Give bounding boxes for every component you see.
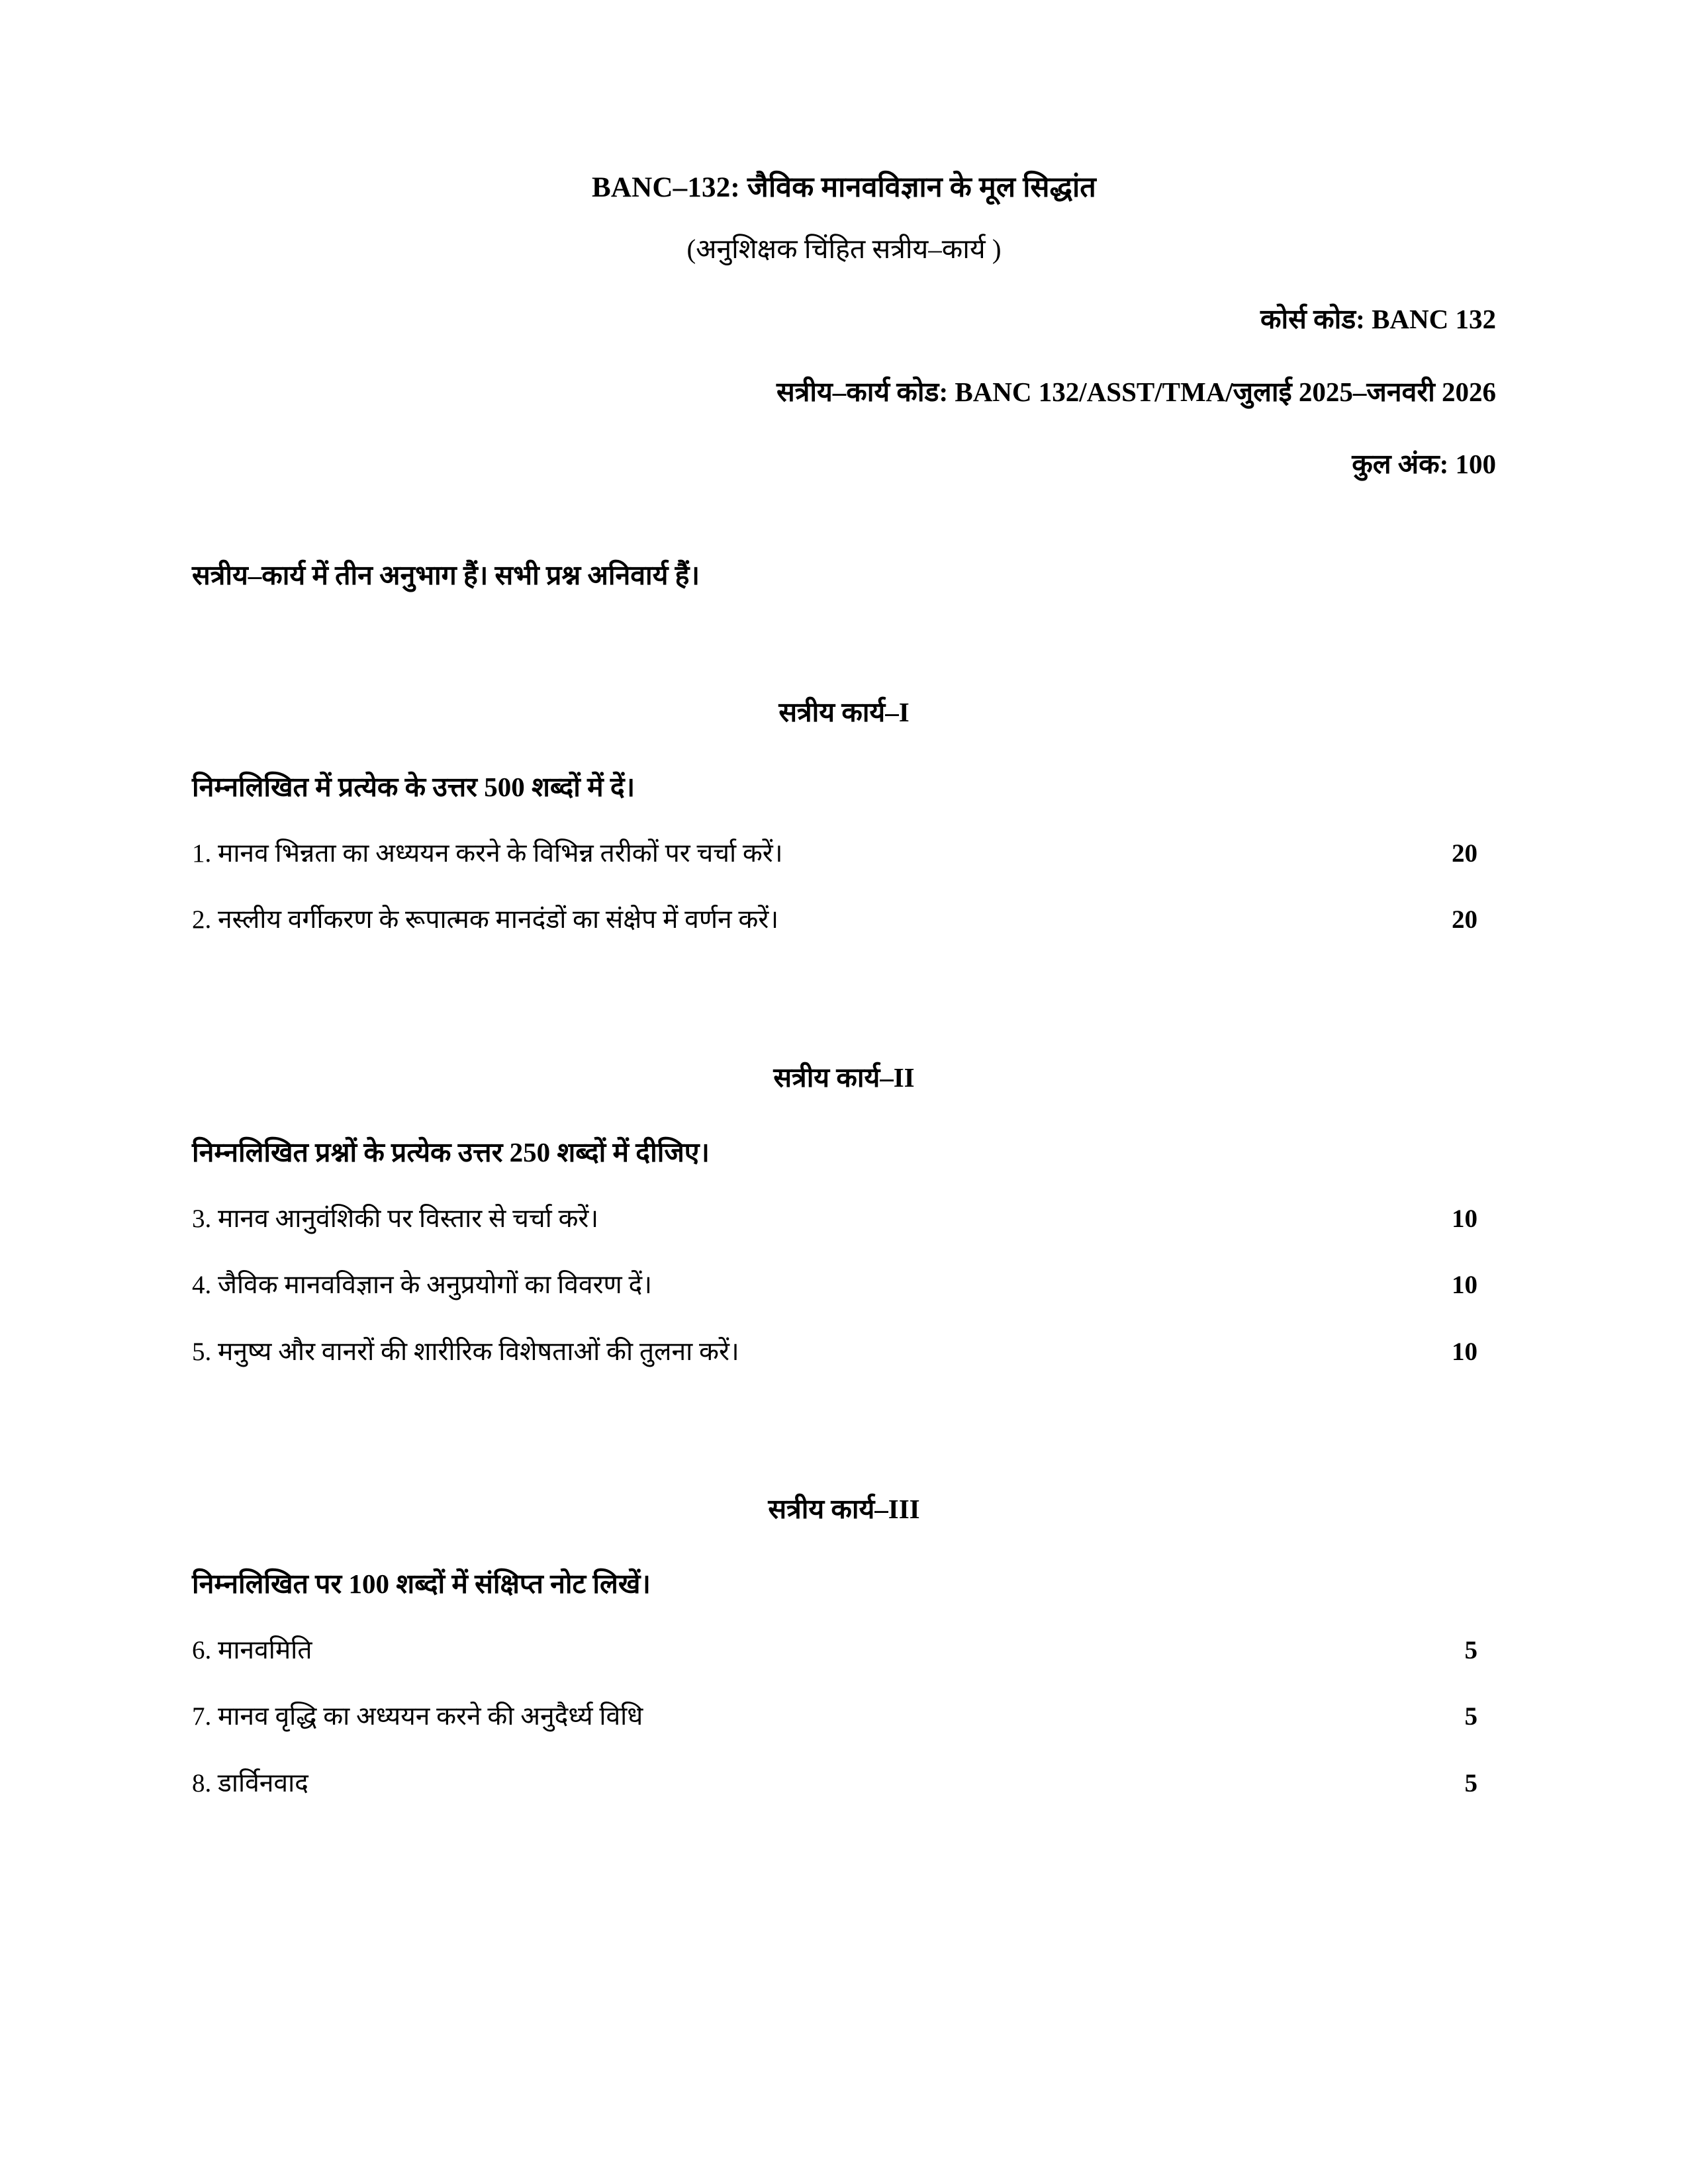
question-list-2	[192, 1200, 1496, 1372]
total-marks: कुल अंक: 100	[1352, 449, 1496, 480]
question-marks: 10	[1452, 1204, 1477, 1233]
question-marks: 5	[1464, 1635, 1477, 1664]
question-marks: 20	[1452, 839, 1477, 868]
general-instruction: सत्रीय–कार्य में तीन अनुभाग हैं। सभी प्रश्न अनिवार्य हैं।	[192, 559, 700, 590]
question-text: 3. मानव आनुवंशिकी पर विस्तार से चर्चा करें।	[192, 1204, 599, 1233]
document-title: BANC–132: जैविक मानवविज्ञान के मूल सिद्धांत	[591, 172, 1097, 203]
question-marks: 20	[1452, 905, 1477, 934]
section-heading-3: सत्रीय कार्य–III	[768, 1494, 920, 1525]
question-row	[192, 1266, 1496, 1305]
section-heading-1: सत्रीय कार्य–I	[778, 696, 910, 727]
question-list-3	[192, 1631, 1496, 1803]
course-code: कोर्स कोड: BANC 132	[1260, 304, 1496, 335]
question-text: 1. मानव भिन्नता का अध्ययन करने के विभिन्न तरीकों पर चर्चा करें।	[192, 839, 783, 868]
question-text: 7. मानव वृद्धि का अध्ययन करने की अनुदैर्ध्य विधि	[192, 1702, 643, 1731]
question-text: 2. नस्लीय वर्गीकरण के रूपात्मक मानदंडों का संक्षेप में वर्णन करें।	[192, 905, 779, 934]
question-text: 6. मानवमिति	[192, 1635, 312, 1664]
section-subheading-3: निम्नलिखित पर 100 शब्दों में संक्षिप्त नोट लिखें।	[192, 1569, 651, 1600]
section-heading-2: सत्रीय कार्य–II	[773, 1062, 915, 1093]
section-subheading-2: निम्नलिखित प्रश्नों के प्रत्येक उत्तर 250 शब्दों में दीजिए।	[192, 1137, 710, 1168]
question-marks: 5	[1464, 1702, 1477, 1731]
question-row	[192, 1631, 1496, 1670]
question-list-1	[192, 835, 1496, 940]
question-row	[192, 1698, 1496, 1737]
question-text: 5. मनुष्य और वानरों की शारीरिक विशेषताओं की तुलना करें।	[192, 1337, 739, 1366]
question-row	[192, 1200, 1496, 1239]
section-subheading-1: निम्नलिखित में प्रत्येक के उत्तर 500 शब्दों में दें।	[192, 772, 635, 803]
assignment-code: सत्रीय–कार्य कोड: BANC 132/ASST/TMA/जुलाई 2025–जनवरी 2026	[776, 376, 1496, 407]
question-row	[192, 835, 1496, 874]
question-marks: 10	[1452, 1337, 1477, 1366]
question-marks: 5	[1464, 1768, 1477, 1797]
question-marks: 10	[1452, 1271, 1477, 1300]
question-text: 4. जैविक मानवविज्ञान के अनुप्रयोगों का विवरण दें।	[192, 1271, 652, 1300]
question-text: 8. डार्विनवाद	[192, 1768, 308, 1797]
document-subtitle: (अनुशिक्षक चिंहित सत्रीय–कार्य )	[686, 234, 1002, 265]
question-row	[192, 1764, 1496, 1803]
question-row	[192, 901, 1496, 940]
question-row	[192, 1333, 1496, 1372]
